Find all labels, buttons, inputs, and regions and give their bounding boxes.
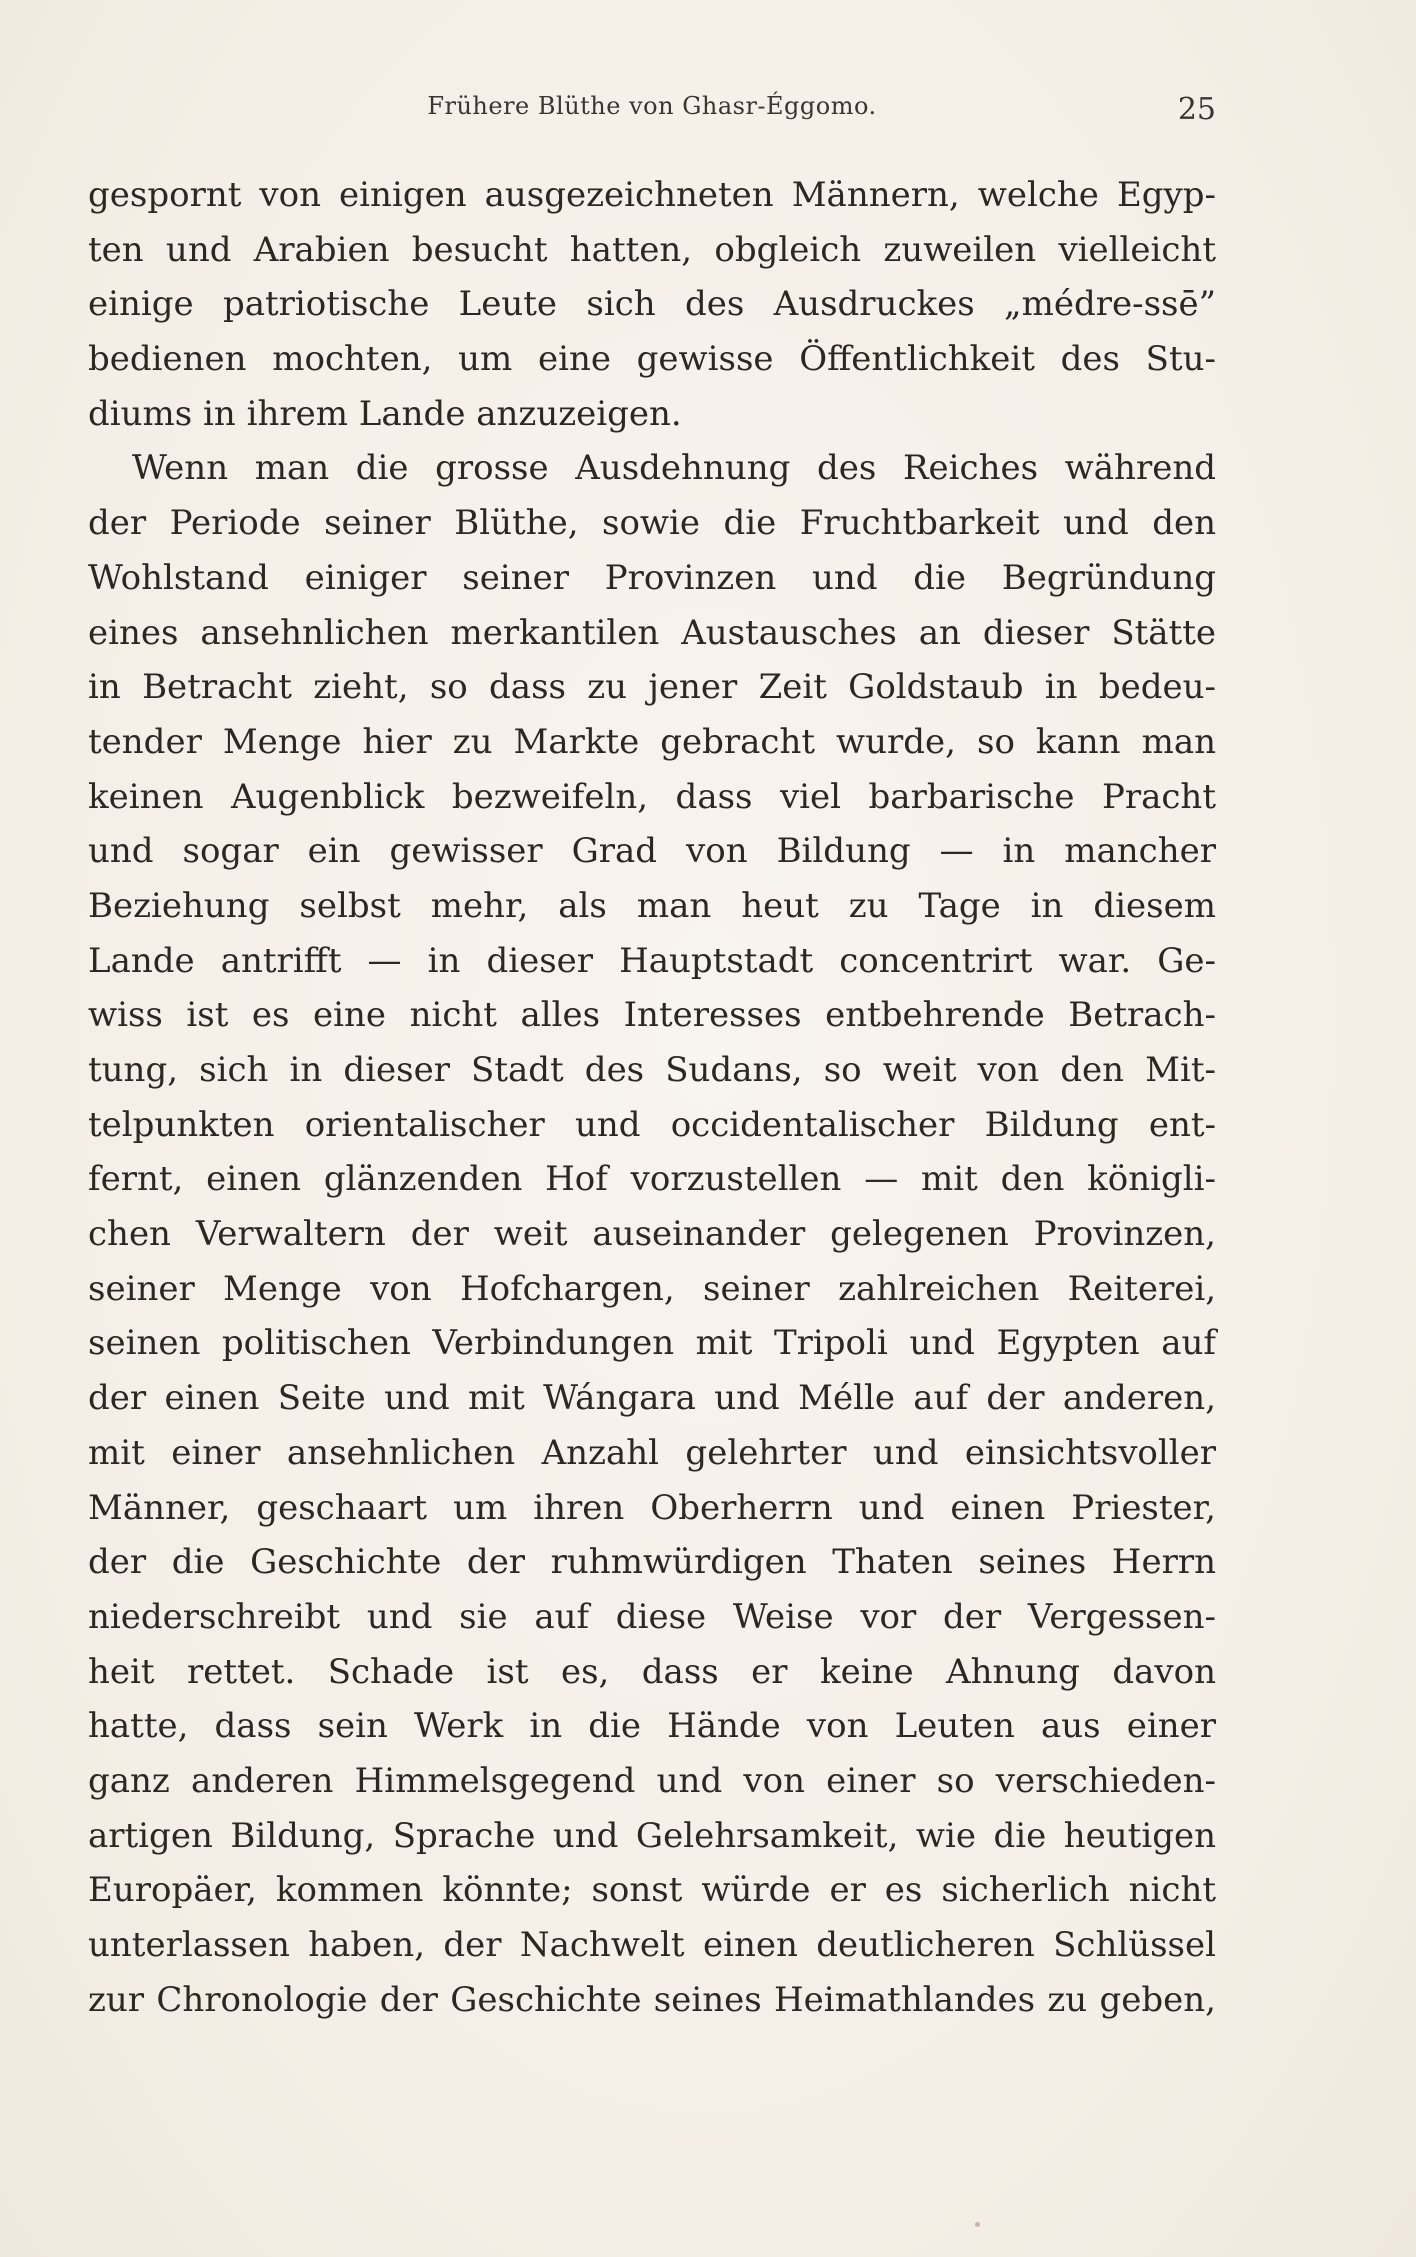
text-line: keinen Augenblick bezweifeln, dass viel barbarische Pracht (88, 776, 1216, 817)
text-line: artigen Bildung, Sprache und Gelehrsamkeit, wie die heutigen (88, 1815, 1216, 1856)
text-line: der Periode seiner Blüthe, sowie die Fruchtbarkeit und den (88, 503, 1216, 544)
text-line: tung, sich in dieser Stadt des Sudans, so weit von den Mit- (88, 1050, 1216, 1090)
text-line: zur Chronologie der Geschichte seines Heimathlandes zu geben, (88, 1979, 1216, 2020)
text-line: Beziehung selbst mehr, als man heut zu Tage in diesem (88, 885, 1216, 926)
text-line: seiner Menge von Hofchargen, seiner zahlreichen Reiterei, (88, 1268, 1216, 1309)
text-line: und sogar ein gewisser Grad von Bildung — in mancher (88, 831, 1216, 872)
text-line: Europäer, kommen könnte; sonst würde er es sicherlich nicht (88, 1870, 1216, 1911)
text-line: ganz anderen Himmelsgegend und von einer so verschieden- (88, 1760, 1216, 1801)
text-line: diums in ihrem Lande anzuzeigen. (88, 393, 682, 434)
text-line: einige patriotische Leute sich des Ausdruckes „médre-ssē” (88, 284, 1216, 325)
text-line: ten und Arabien besucht hatten, obgleich zuweilen vielleicht (88, 229, 1216, 270)
text-line: telpunkten orientalischer und occidentalischer Bildung ent- (88, 1104, 1216, 1145)
text-line: Lande antrifft — in dieser Hauptstadt concentrirt war. Ge- (88, 940, 1216, 981)
paragraph-start-line: Wenn man die grosse Ausdehnung des Reiches während (132, 448, 1216, 489)
text-line: Männer, geschaart um ihren Oberherrn und einen Priester, (88, 1487, 1216, 1528)
page-number: 25 (1177, 92, 1216, 127)
text-line: mit einer ansehnlichen Anzahl gelehrter und einsichtsvoller (88, 1432, 1216, 1473)
text-line: eines ansehnlichen merkantilen Austausches an dieser Stätte (88, 612, 1216, 653)
text-line: hatte, dass sein Werk in die Hände von Leuten aus einer (88, 1706, 1216, 1747)
text-line: Wohlstand einiger seiner Provinzen und die Begründung (88, 557, 1216, 598)
text-line: fernt, einen glänzenden Hof vorzustellen — mit den königli- (88, 1159, 1216, 1200)
text-line: heit rettet. Schade ist es, dass er keine Ahnung davon (88, 1651, 1216, 1692)
text-line: gespornt von einigen ausgezeichneten Männern, welche Egyp- (88, 175, 1216, 215)
text-line: der einen Seite und mit Wángara und Mélle auf der anderen, (88, 1378, 1216, 1419)
text-line: bedienen mochten, um eine gewisse Öffentlichkeit des Stu- (88, 339, 1216, 380)
paper-speck (975, 2222, 980, 2227)
text-line: chen Verwaltern der weit auseinander gelegenen Provinzen, (88, 1214, 1216, 1255)
text-line: seinen politischen Verbindungen mit Tripoli und Egypten auf (88, 1323, 1216, 1364)
text-line: unterlassen haben, der Nachwelt einen deutlicheren Schlüssel (88, 1925, 1216, 1965)
text-line: niederschreibt und sie auf diese Weise vor der Vergessen- (88, 1596, 1216, 1637)
text-line: tender Menge hier zu Markte gebracht wurde, so kann man (88, 721, 1216, 762)
body-text (88, 168, 1216, 2027)
text-line: der die Geschichte der ruhmwürdigen Thaten seines Herrn (88, 1542, 1216, 1583)
text-line: wiss ist es eine nicht alles Interesses entbehrende Betrach- (88, 995, 1216, 1036)
running-title: Frühere Blüthe von Ghasr-Éggomo. (427, 92, 877, 120)
text-line: in Betracht zieht, so dass zu jener Zeit Goldstaub in bedeu- (88, 667, 1216, 708)
running-head (88, 92, 1216, 132)
